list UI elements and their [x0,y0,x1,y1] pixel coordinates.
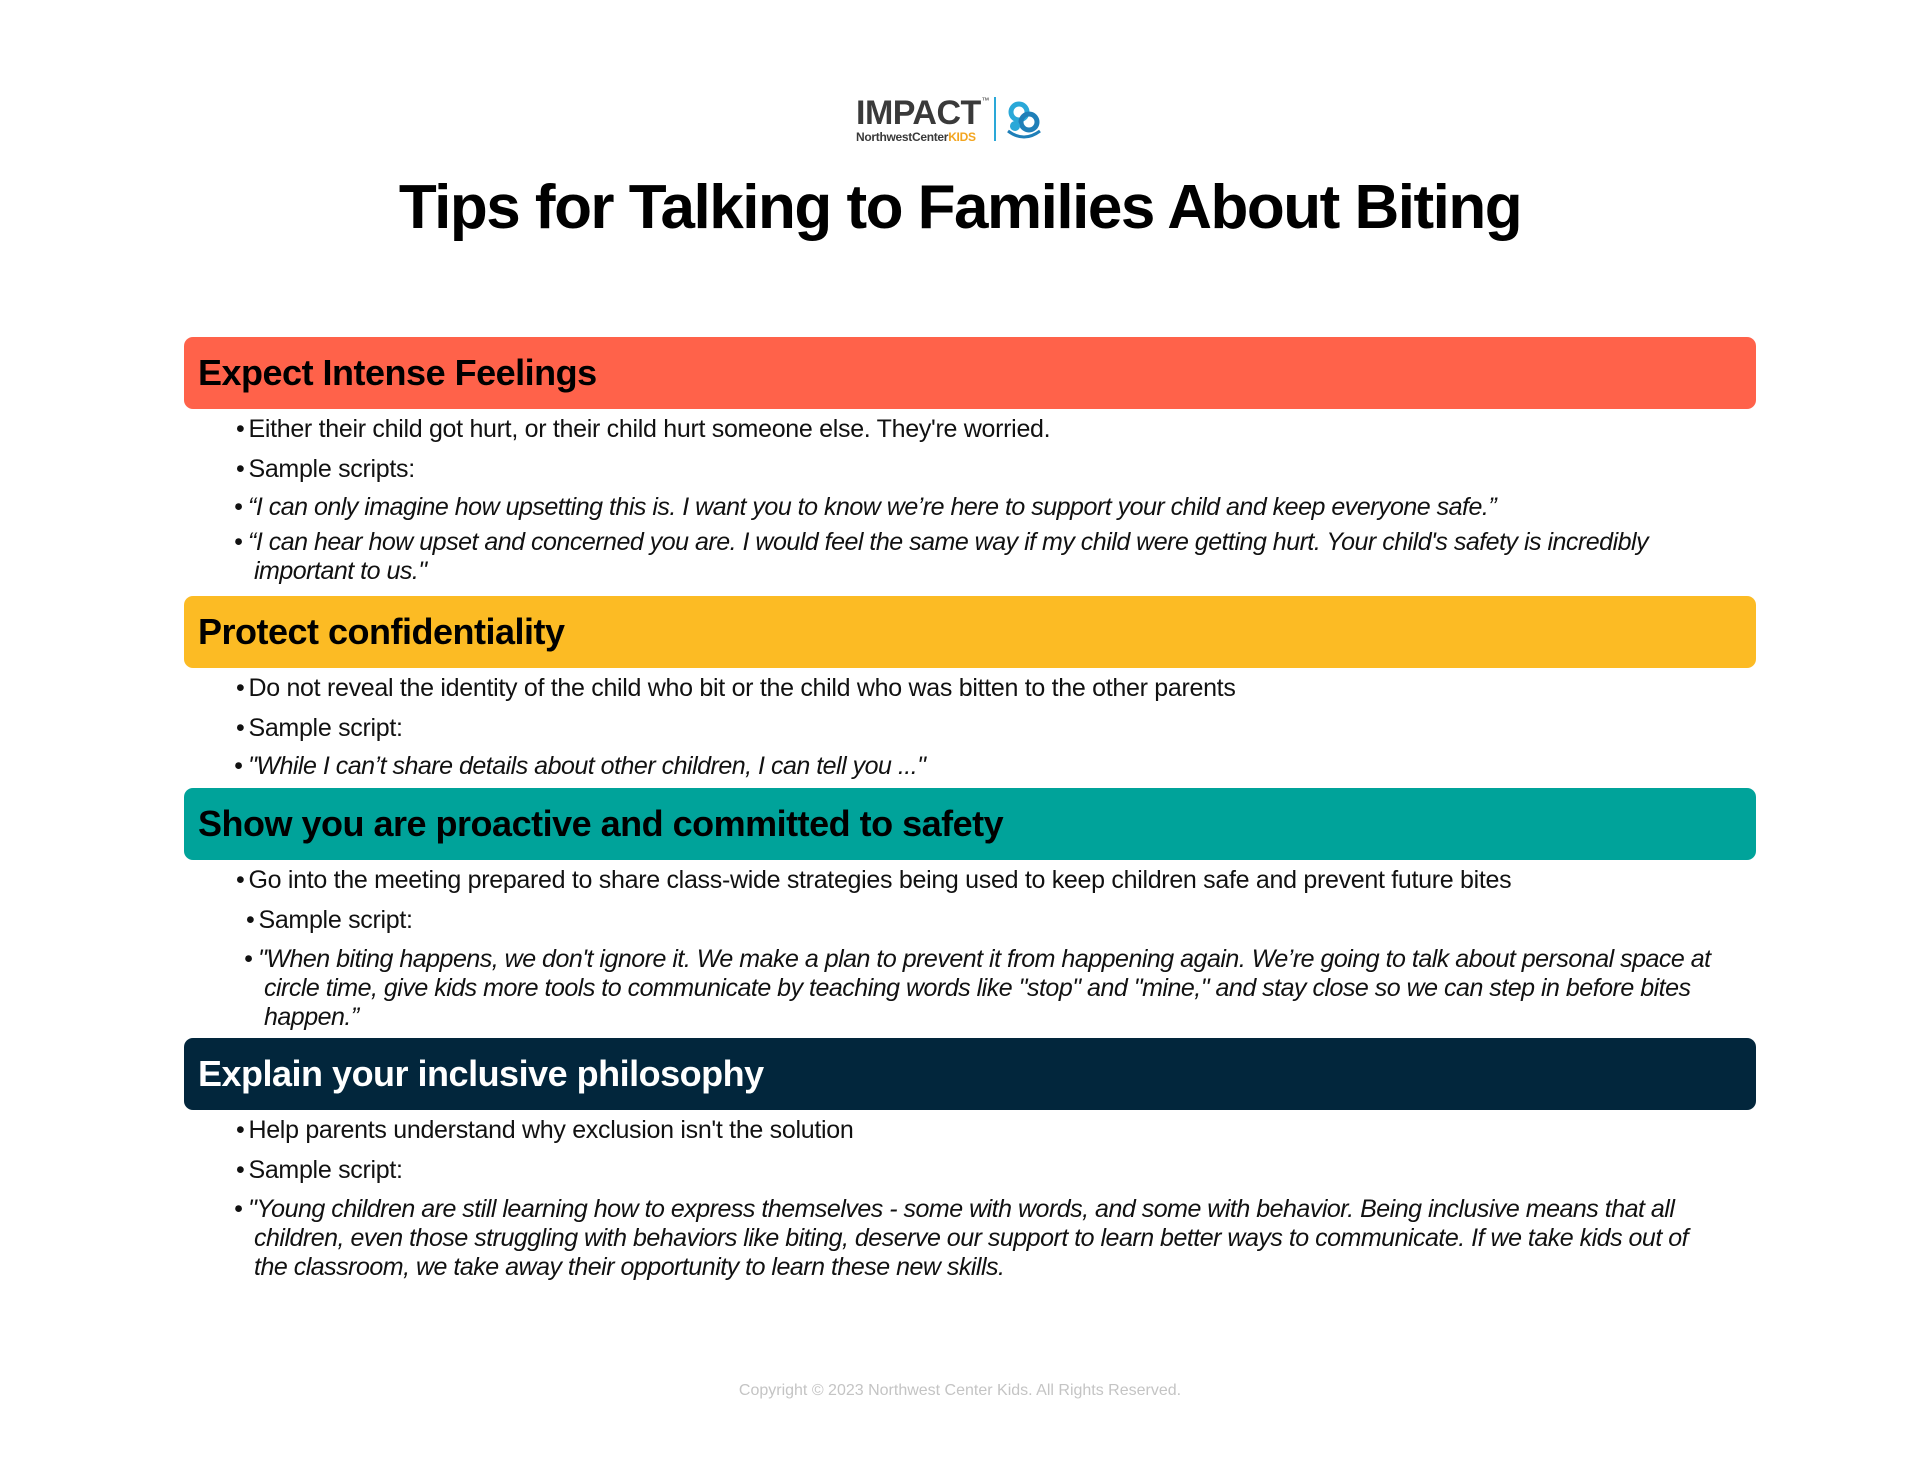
logo-trademark: ™ [981,95,989,105]
logo-divider [994,97,996,141]
list-item: • Sample script: [246,906,413,934]
section-heading: Expect Intense Feelings [198,352,597,393]
list-item: • Sample script: [236,714,403,742]
section-header-proactive-safety [184,788,1756,860]
impact-logo [856,94,1046,144]
list-item: • Sample scripts: [236,455,415,483]
list-item: • Do not reveal the identity of the child who bit or the child who was bitten to the other parents [236,674,1236,702]
list-item: • Sample script: [236,1156,403,1184]
logo-subtitle: NorthwestCenterKIDS [856,129,976,144]
sample-script: • "While I can’t share details about other children, I can tell you ..." [234,752,926,780]
list-item: • Help parents understand why exclusion isn't the solution [236,1116,854,1144]
section-heading: Explain your inclusive philosophy [198,1053,764,1094]
sample-script: • "When biting happens, we don't ignore it. We make a plan to prevent it from happening again. We’re going to talk about personal space at circle time, give kids more tools to communicate by teaching words like "stop" and "mine," and stay close so we can step in before bites happen.” [244,945,1711,1031]
sample-script: • “I can hear how upset and concerned you are. I would feel the same way if my child were getting hurt. Your child's safety is incredibly important to us." [234,528,1649,585]
section-header-protect-confidentiality [184,596,1756,668]
logo-wordmark [856,93,989,144]
logo-mark-icon [1002,97,1046,141]
list-item: • Go into the meeting prepared to share class-wide strategies being used to keep children safe and prevent future bites [236,866,1512,894]
section-heading: Protect confidentiality [198,611,565,652]
section-header-expect-feelings [184,337,1756,409]
section-heading: Show you are proactive and committed to safety [198,803,1004,844]
list-item: • Either their child got hurt, or their child hurt someone else. They're worried. [236,415,1051,443]
sample-script: • "Young children are still learning how to express themselves - some with words, and some with behavior. Being inclusive means that all children, even those struggling with behaviors like biting, deserve our support to learn better ways to communicate. If we take kids out of the classroom, we take away their opportunity to learn these new skills. [234,1195,1689,1281]
page-title: Tips for Talking to Families About Biting [398,173,1522,242]
section-header-inclusive-philosophy [184,1038,1756,1110]
copyright-notice: Copyright © 2023 Northwest Center Kids. All Rights Reserved. [738,1382,1182,1399]
logo-main-text: IMPACT ™ [856,93,989,132]
sample-script: • “I can only imagine how upsetting this is. I want you to know we’re here to support your child and keep everyone safe.” [234,493,1497,521]
